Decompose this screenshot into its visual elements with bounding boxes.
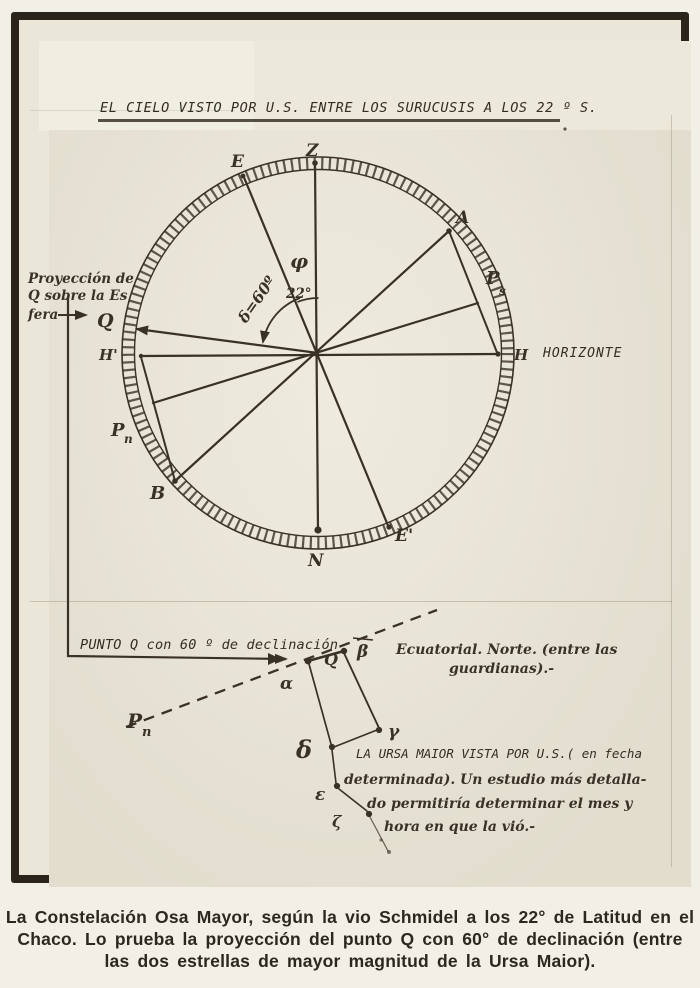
label-star-q: Q [324,650,338,669]
label-pn-sub: n [124,432,133,446]
star-alpha [305,658,312,665]
star-gamma [376,727,382,733]
pn-dashed-label [126,709,151,740]
projection-note-line2: Q sobre la Es [28,288,128,304]
label-alpha: α [280,674,294,694]
label-h: H [514,346,529,364]
ecuatorial-line1: Ecuatorial. Norte. (entre las [396,642,618,658]
ursa-note-line4: hora en que la vió.- [384,819,536,835]
beta-overline [353,638,373,640]
ursa-note-line1: LA URSA MAIOR VISTA POR U.S.( en fecha [356,746,642,761]
star-delta [329,744,335,750]
figure-title-group [98,100,597,131]
caption-line-2: Chaco. Lo prueba la proyección del punto Q con 60° de declinación (entre [17,929,683,949]
point-e-prime [386,524,391,529]
horizon-axis [141,354,498,356]
pn-dashed-main: P [127,709,143,733]
label-epsilon: ε [315,785,326,805]
label-n: N [308,551,324,571]
point-h [495,351,500,356]
projection-note-line1: Proyección de [28,271,134,287]
point-a [446,228,452,234]
label-gamma: γ [388,722,400,742]
q-radius-arrow [137,329,318,353]
label-h-prime: H' [99,346,118,364]
label-phi: φ [290,249,309,273]
label-b: B [150,483,166,504]
title-underline [98,119,560,122]
star-eta-faint2 [387,850,391,854]
ecuatorial-note [395,642,617,677]
point-n [314,526,321,533]
ursa-note [344,746,647,835]
label-ps: P [486,268,500,289]
star-epsilon [334,783,340,789]
line-delta-epsilon [332,750,336,783]
point-e [241,174,246,179]
point-h-prime [139,354,143,358]
ursa-note-line3: do permitiría determinar el mes y [367,796,633,812]
label-zeta: ζ [332,812,342,831]
line-epsilon-zeta [339,789,367,811]
label-beta: β [357,642,369,662]
line-beta-gamma [344,653,379,728]
title-period-dot [563,127,566,130]
projection-arrow-chevron [268,653,281,665]
punto-q-label: PUNTO Q con 60 º de declinación [80,637,339,653]
line-delta-alpha [309,664,331,744]
line-gamma-delta [334,730,377,747]
label-horizonte: HORIZONTE [543,346,623,361]
label-a: A [456,208,470,228]
pn-dashed-line [126,610,437,727]
label-pn: P [111,420,125,441]
label-q-sphere: Q [97,310,114,332]
caption-line-3: las dos estrellas de mayor magnitud de la Ursa Maior). [104,951,596,971]
star-eta-faint1 [379,838,382,841]
projection-note-line3: fera [28,307,59,323]
angle-labels [233,249,311,327]
star-beta [341,648,347,654]
label-delta2: δ [296,735,313,764]
zenith-nadir-axis [315,162,318,531]
point-z [312,160,318,166]
pn-dashed-sub: n [142,725,152,740]
label-ps-sub: s [499,284,506,298]
label-delta-value: δ=60º [233,272,280,327]
label-phi-value: 22° [286,286,312,302]
ecuatorial-line2: guardianas).- [449,661,555,677]
caption-line-1: La Constelación Osa Mayor, según la vio Schmidel a los 22° de Latitud en el [5,907,695,927]
point-b [172,478,178,484]
figure-caption [0,906,700,972]
ursa-note-line2: determinada). Un estudio más detalla- [344,772,647,788]
label-e: E [231,152,244,172]
delta-arc [263,298,300,342]
label-z: Z [306,141,319,161]
label-e-prime: E' [395,526,414,546]
projection-note [27,271,134,323]
figure-title: EL CIELO VISTO POR U.S. ENTRE LOS SURUCUSIS A LOS 22 º S. [100,100,598,116]
